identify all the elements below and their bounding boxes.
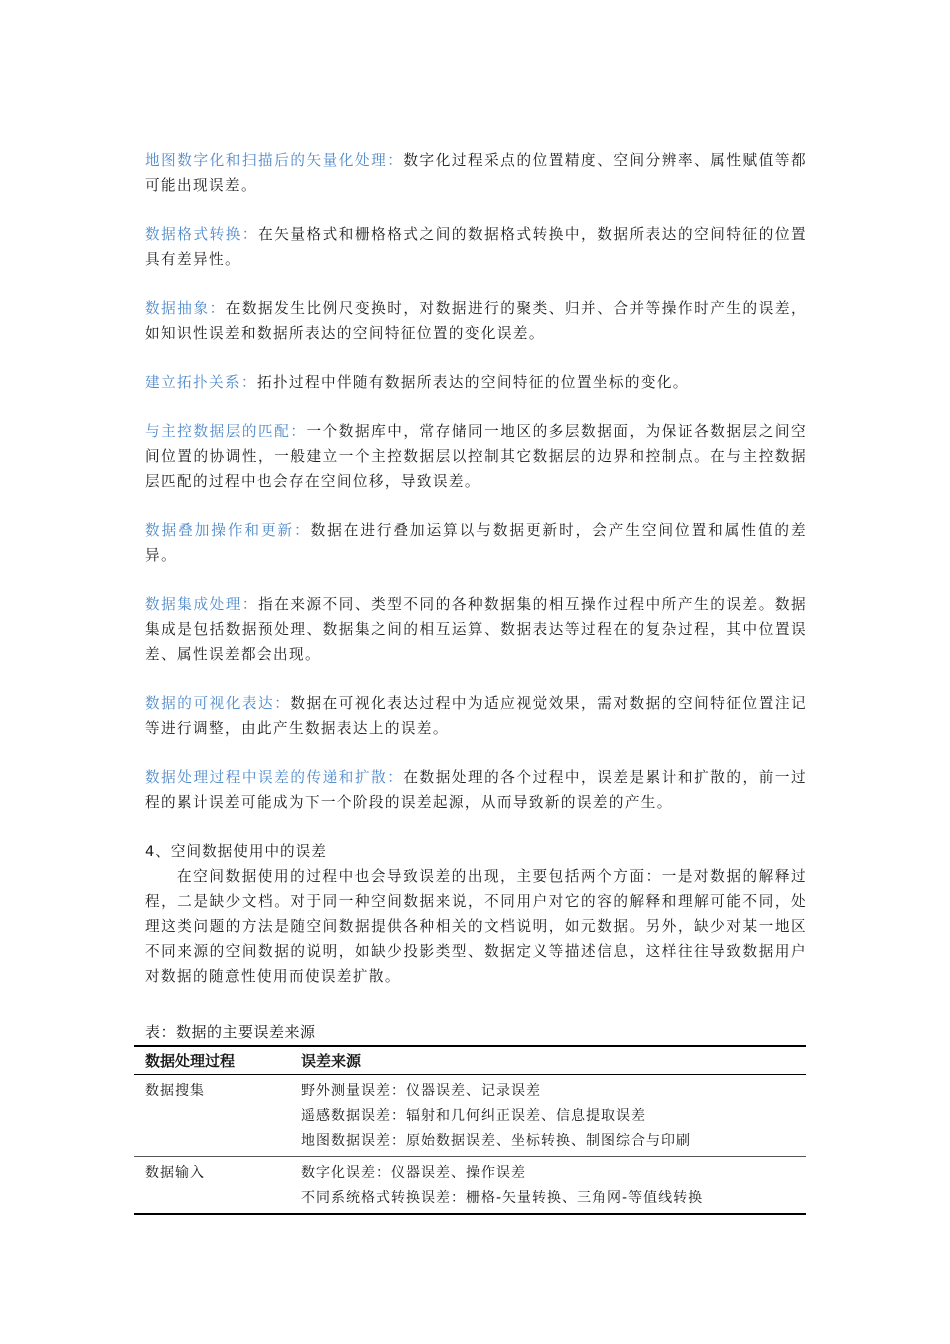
item-term: 数据集成处理： bbox=[145, 596, 259, 613]
item-text: 在矢量格式和栅格格式之间的数据格式转换中，数据所表达的空间特征的位置具有差异性。 bbox=[145, 226, 807, 268]
item-term: 地图数字化和扫描后的矢量化处理： bbox=[145, 152, 404, 169]
item-term: 数据抽象： bbox=[145, 300, 226, 317]
item-term: 数据格式转换： bbox=[145, 226, 259, 243]
error-item-format-conversion bbox=[145, 222, 807, 272]
source-line: 地图数据误差：原始数据误差、坐标转换、制图综合与印刷 bbox=[301, 1133, 691, 1149]
error-item-topology bbox=[145, 370, 807, 395]
item-term: 数据的可视化表达： bbox=[145, 695, 291, 712]
source-line: 不同系统格式转换误差：栅格-矢量转换、三角网-等值线转换 bbox=[301, 1190, 704, 1206]
item-text: 一个数据库中，常存储同一地区的多层数据面，为保证各数据层之间空间位置的协调性，一般建立一个主控数据层以控制其它数据层的边界和控制点。在与主控数据层匹配的过程中也会存在空间位移，导致误差。 bbox=[145, 423, 807, 490]
source-line: 遥感数据误差：辐射和几何纠正误差、信息提取误差 bbox=[301, 1108, 646, 1124]
item-term: 数据处理过程中误差的传递和扩散： bbox=[145, 769, 404, 786]
sources-cell bbox=[301, 1079, 806, 1154]
item-text: 在数据发生比例尺变换时，对数据进行的聚类、归并、合并等操作时产生的误差，如知识性误差和数据所表达的空间特征位置的变化误差。 bbox=[145, 300, 807, 342]
error-item-visualization bbox=[145, 691, 807, 741]
process-cell: 数据输入 bbox=[145, 1165, 205, 1181]
error-item-integration bbox=[145, 592, 807, 667]
section-body: 在空间数据使用的过程中也会导致误差的出现，主要包括两个方面：一是对数据的解释过程，二是缺少文档。对于同一种空间数据来说，不同用户对它的容的解释和理解可能不同，处理这类问题的方法是随空间数据提供各种相关的文档说明，如元数据。另外，缺少对某一地区不同来源的空间数据的说明，如缺少投影类型、数据定义等描述信息，这样往往导致数据用户对数据的随意性使用而使误差扩散。 bbox=[145, 868, 807, 985]
source-line: 数字化误差：仪器误差、操作误差 bbox=[301, 1165, 526, 1181]
column-header-sources: 误差来源 bbox=[301, 1054, 362, 1070]
item-text: 在数据处理的各个过程中，误差是累计和扩散的，前一过程的累计误差可能成为下一个阶段的误差起源，从而导致新的误差的产生。 bbox=[145, 769, 807, 811]
item-term: 与主控数据层的匹配： bbox=[145, 423, 307, 440]
item-term: 建立拓扑关系： bbox=[145, 374, 257, 391]
error-item-propagation bbox=[145, 765, 807, 815]
process-cell: 数据搜集 bbox=[145, 1083, 205, 1099]
source-line: 野外测量误差：仪器误差、记录误差 bbox=[301, 1083, 541, 1099]
document-body bbox=[145, 148, 807, 989]
item-text: 数字化过程采点的位置精度、空间分辨率、属性赋值等都可能出现误差。 bbox=[145, 152, 807, 194]
table-header-row bbox=[134, 1047, 806, 1075]
table-row bbox=[134, 1075, 806, 1157]
item-text: 数据在可视化表达过程中为适应视觉效果，需对数据的空间特征位置注记等进行调整，由此产生数据表达上的误差。 bbox=[145, 695, 807, 737]
error-item-digitization bbox=[145, 148, 807, 198]
sources-cell bbox=[301, 1161, 806, 1211]
error-item-abstraction bbox=[145, 296, 807, 346]
item-text: 指在来源不同、类型不同的各种数据集的相互操作过程中所产生的误差。数据集成是包括数据预处理、数据集之间的相互运算、数据表达等过程在的复杂过程，其中位置误差、属性误差都会出现。 bbox=[145, 596, 807, 663]
item-text: 数据在进行叠加运算以与数据更新时，会产生空间位置和属性值的差异。 bbox=[145, 522, 807, 564]
error-sources-table bbox=[134, 1045, 806, 1215]
table-row bbox=[134, 1157, 806, 1213]
item-term: 数据叠加操作和更新： bbox=[145, 522, 311, 539]
table-caption: 表：数据的主要误差来源 bbox=[145, 1025, 316, 1041]
error-item-layer-matching bbox=[145, 419, 807, 494]
item-text: 拓扑过程中伴随有数据所表达的空间特征的位置坐标的变化。 bbox=[256, 374, 689, 391]
section-heading: 4、空间数据使用中的误差 bbox=[145, 843, 327, 860]
error-item-overlay-update bbox=[145, 518, 807, 568]
column-header-process: 数据处理过程 bbox=[145, 1054, 236, 1070]
